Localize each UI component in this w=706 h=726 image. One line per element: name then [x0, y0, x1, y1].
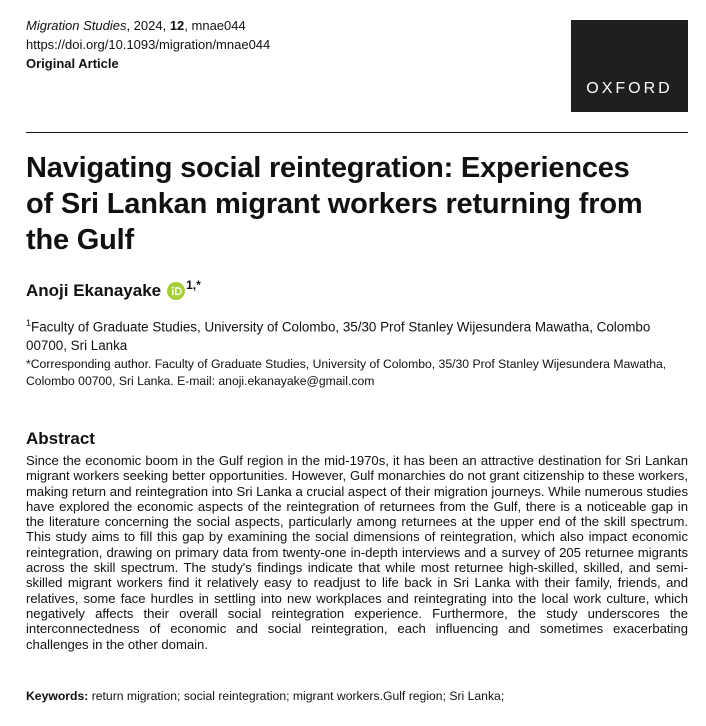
doi-link[interactable]: https://doi.org/10.1093/migration/mnae044 — [26, 37, 271, 52]
affiliation-text: Faculty of Graduate Studies, University of Colombo, 35/30 Prof Stanley Wijesundera Mawatha, Colombo 00700, Sri Lanka — [26, 319, 651, 354]
corresponding-author: *Corresponding author. Faculty of Graduate Studies, University of Colombo, 35/30 Prof Stanley Wijesundera Mawatha, Colombo 00700, Sri Lanka. E-mail: anoji.ekanayake@gmail.com — [26, 357, 667, 388]
author-name[interactable]: Anoji Ekanayake — [26, 281, 162, 300]
orcid-icon[interactable] — [167, 282, 185, 300]
author-affiliation-marks: 1,* — [186, 278, 201, 292]
keywords-list: return migration; social reintegration; migrant workers.Gulf region; Sri Lanka; — [88, 689, 505, 703]
article-title: Navigating social reintegration: Experiences of Sri Lankan migrant workers returning from the Gulf — [26, 152, 643, 256]
article-type: Original Article — [26, 56, 119, 71]
logo-text: OXFORD — [586, 80, 673, 97]
keywords-label: Keywords: — [26, 689, 89, 703]
citation-line — [26, 16, 426, 35]
abstract-heading: Abstract — [26, 429, 95, 448]
journal-year: , 2024, — [126, 18, 170, 33]
article-id: , mnae044 — [184, 18, 246, 33]
keywords — [26, 688, 688, 705]
journal-volume: 12 — [169, 18, 185, 33]
author-line — [26, 280, 201, 302]
journal-name: Migration Studies — [26, 18, 127, 33]
journal-header — [26, 16, 426, 73]
affiliation-mark: 1 — [26, 318, 32, 328]
abstract-body: Since the economic boom in the Gulf region in the mid-1970s, it has been an attractive destination for Sri Lankan migrant workers seeking better opportunities. However, Gulf monarchies do not grant citizenship to these workers, making return and reintegration into Sri Lanka a crucial aspect of their migration journeys. While numerous studies have explored the economic aspects of the reintegration of returnees from the Gulf, there is a noticeable gap in the literature concerning the social aspects, particularly among returnees at the upper end of the skill spectrum. This study aims to fill this gap by examining the social dimensions of reintegration, which also impact economic reintegration, drawing on primary data from twenty-one in-depth interviews and a survey of 205 returnee migrants across the skill spectrum. The study's findings indicate that while most returnee high-skilled, skilled, and semiskilled migrant workers find it relatively easy to readjust to life back in Sri Lanka with their family, friends, and relatives, some face hurdles in settling into new workplaces and reintegrating into the local work culture, which negatively affects their overall social reintegration experience. Furthermore, the study underscores the interconnectedness of economic and social reintegration, each influencing and sometimes exacerbating challenges in the other domain. — [26, 453, 688, 652]
header-divider — [26, 132, 688, 133]
oxford-logo — [571, 20, 688, 112]
affiliation — [26, 314, 676, 355]
